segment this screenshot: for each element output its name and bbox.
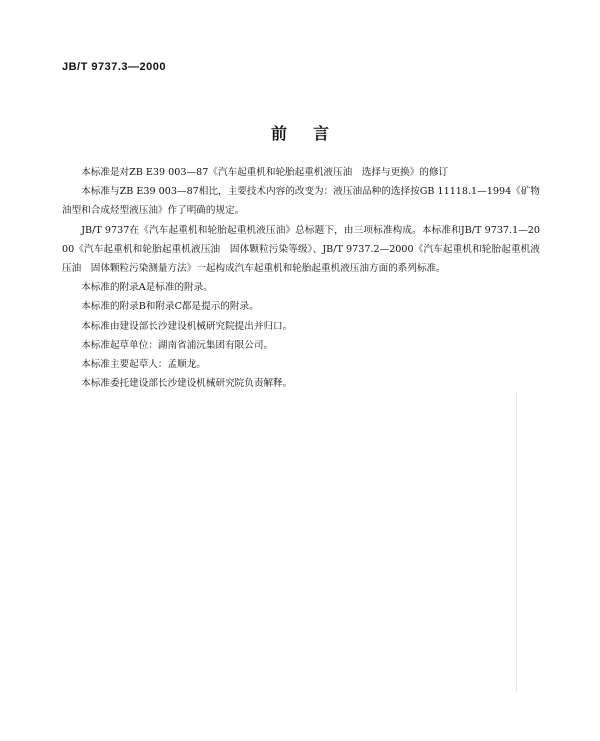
paragraph-changes: 本标准与ZB E39 003—87相比，主要技术内容的改变为：液压油品种的选择按GB 11118.1—1994《矿物油型和合成烃型液压油》作了明确的规定。	[62, 186, 540, 217]
page-title: 前言	[270, 124, 355, 143]
paragraph-drafting-unit: 本标准起草单位：湖南省浦沅集团有限公司。	[81, 339, 274, 351]
foreword-body	[62, 163, 540, 393]
paragraph-proposer: 本标准由建设部长沙建设机械研究院提出并归口。	[81, 320, 293, 332]
paragraph-revision: 本标准是对ZB E39 003—87《汽车起重机和轮胎起重机液压油 选择与更换》的修订	[81, 167, 449, 178]
standard-code: JB/T 9737.3—2000	[62, 61, 167, 73]
scan-artifact-line	[516, 392, 517, 692]
paragraph-appendix-a: 本标准的附录A是标准的附录。	[81, 282, 213, 294]
paragraph-drafters: 本标准主要起草人：孟顺龙。	[81, 359, 206, 371]
paragraph-series: JB/T 9737在《汽车起重机和轮胎起重机液压油》总标题下，由三项标准构成。本标准和JB/T 9737.1—2000《汽车起重机和轮胎起重机液压油 固体颗粒污染等级》、JB/T 9737.2—2000《汽车起重机和轮胎起重机液压油 固体颗粒污染测量方法》一起构成汽车起重机和轮胎起重机液压油方面的系列标准。	[62, 224, 540, 275]
paragraph-appendix-b-c: 本标准的附录B和附录C都是提示的附录。	[81, 301, 259, 313]
paragraph-interpretation: 本标准委托建设部长沙建设机械研究院负责解释。	[81, 378, 293, 390]
